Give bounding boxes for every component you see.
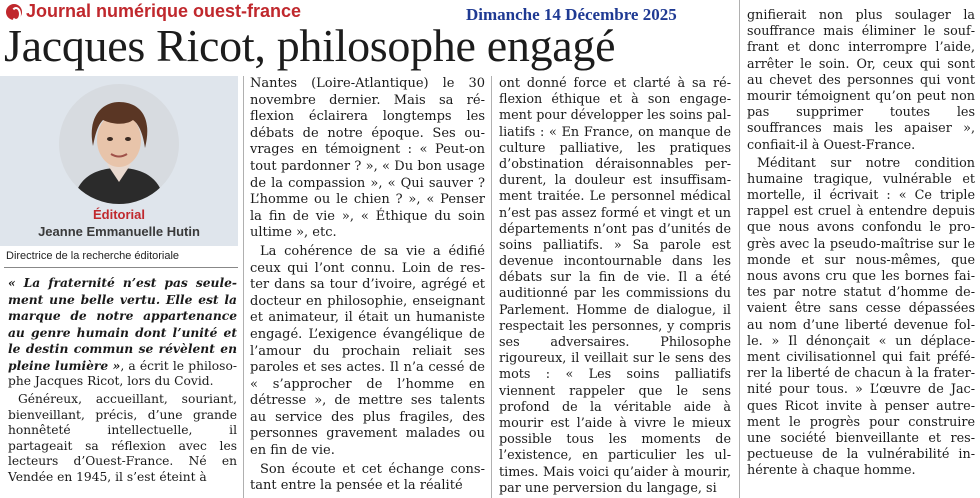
article-column-1 bbox=[8, 275, 237, 485]
paragraph: Son écoute et cet échange constant entre la pensée et la réalité bbox=[250, 461, 485, 494]
editorial-kicker: Éditorial bbox=[92, 207, 145, 222]
article-column-3 bbox=[499, 76, 731, 497]
sidebar-divider bbox=[4, 267, 238, 268]
publication-date: Dimanche 14 Décembre 2025 bbox=[466, 5, 677, 24]
author-name: Jeanne Emmanuelle Hutin bbox=[38, 224, 200, 239]
author-role: Directrice de la recherche éditoriale bbox=[6, 250, 180, 262]
column-rule bbox=[491, 76, 492, 498]
paragraph: ont donné force et clarté à sa réflexion éthique et à son engagement pour développer les soins palliatifs : « En France, on manque de culture palliative, les pratiques d’obstination déraisonnables perdurent, la douleur est insuffisamment traitée. Le personnel médical n’est pas assez formé et vingt et un départements n’ont pas d’unités de soins palliatifs. » Sa parole est devenue incontournable dans les débats sur la fin de vie. Il a été auditionné par les commissions du Parlement. Homme de dialogue, il respectait les personnes, y compris ses adversaires. Philosophe rigoureux, il veillait sur le sens des mots : « Les soins palliatifs viennent rappeler que le sens profond de la véritable aide à mourir est l’aide à vivre le mieux possible tous les moments de l’existence, en particulier les ultimes. Mais voici qu’aider à mourir, par une perversion du langage, si bbox=[499, 76, 731, 496]
article-headline: Jacques Ricot, philosophe engagé bbox=[4, 20, 616, 71]
author-portrait bbox=[59, 84, 179, 204]
paragraph: Méditant sur notre condition humaine tragique, vulnérable et mortelle, il écrivait : « Ce triple rappel est cruel à entendre depuis que nous avons confondu le progrès avec la pseudo-maîtrise sur le monde et sur nous-mêmes, que nous avons cru que les bornes faites par notre statut d’homme devaient être sans cesse dépassées au nom d’une liberté devenue folle. » Il dénonçait « un déplacement civilisationnel qui fait préférer la liberté de chacun à la fraternité pour tous. » L’œuvre de Jacques Ricot invite à penser autrement le progrès pour construire une société bienveillante et respectueuse de la vulnérabilité inhérente à chaque homme. bbox=[747, 155, 975, 479]
paragraph: Nantes (Loire-Atlantique) le 30 novembre dernier. Mais sa réflexion éclairera longtemps les débats de notre époque. Ses ouvrages en témoignent : « Peut-on tout pardonner ? », « Du bon usage de la compassion », « Qui sauver ? L’homme ou le chien ? », « Penser la fin de vie », « Éthique du soin ultime », etc. bbox=[250, 76, 485, 241]
column-rule bbox=[243, 76, 244, 498]
ouest-france-logo-icon bbox=[6, 4, 22, 20]
body-text: , a écrit le philosophe Jacques Ricot, lors du Covid. bbox=[8, 358, 237, 389]
paragraph: gnifierait non plus soulager la souffrance mais éliminer le souffrant et donc interrompre l’aide, arrêter le soin. Or, ceux qui sont au chevet des personnes qui vont mourir témoignent qu’on peut non pas supprimer toutes les souffrances mais les apaiser », confiait-il à Ouest-France. bbox=[747, 8, 975, 153]
article-column-4 bbox=[747, 8, 975, 479]
column-rule bbox=[739, 0, 740, 498]
paragraph: Généreux, accueillant, souriant, bienveillant, précis, d’une grande honnêteté intellectuelle, il partageait sa réflexion avec les lecteurs d’Ouest-France. Né en Vendée en 1945, il s’est éteint à bbox=[8, 391, 237, 484]
journal-name: Journal numérique ouest-france bbox=[26, 1, 302, 21]
paragraph: La cohérence de sa vie a édifié ceux qui l’ont connu. Loin de rester dans sa tour d’ivoire, agrégé et docteur en philosophie, enseignant et animateur, il était un humaniste engagé. L’exigence évangélique de l’amour du prochain reliait ses paroles et ses actes. Il n’a cessé de « s’approcher de l’homme en détresse », de mettre ses talents au service des plus fragiles, des personnes gravement malades ou en fin de vie. bbox=[250, 243, 485, 459]
opening-quote: « La fraternité n’est pas seulement une belle vertu. Elle est la marque de notre appartenance au genre humain dont l’unité et le destin commun se révèlent en pleine lumière » bbox=[8, 275, 237, 373]
article-column-2 bbox=[250, 76, 485, 495]
